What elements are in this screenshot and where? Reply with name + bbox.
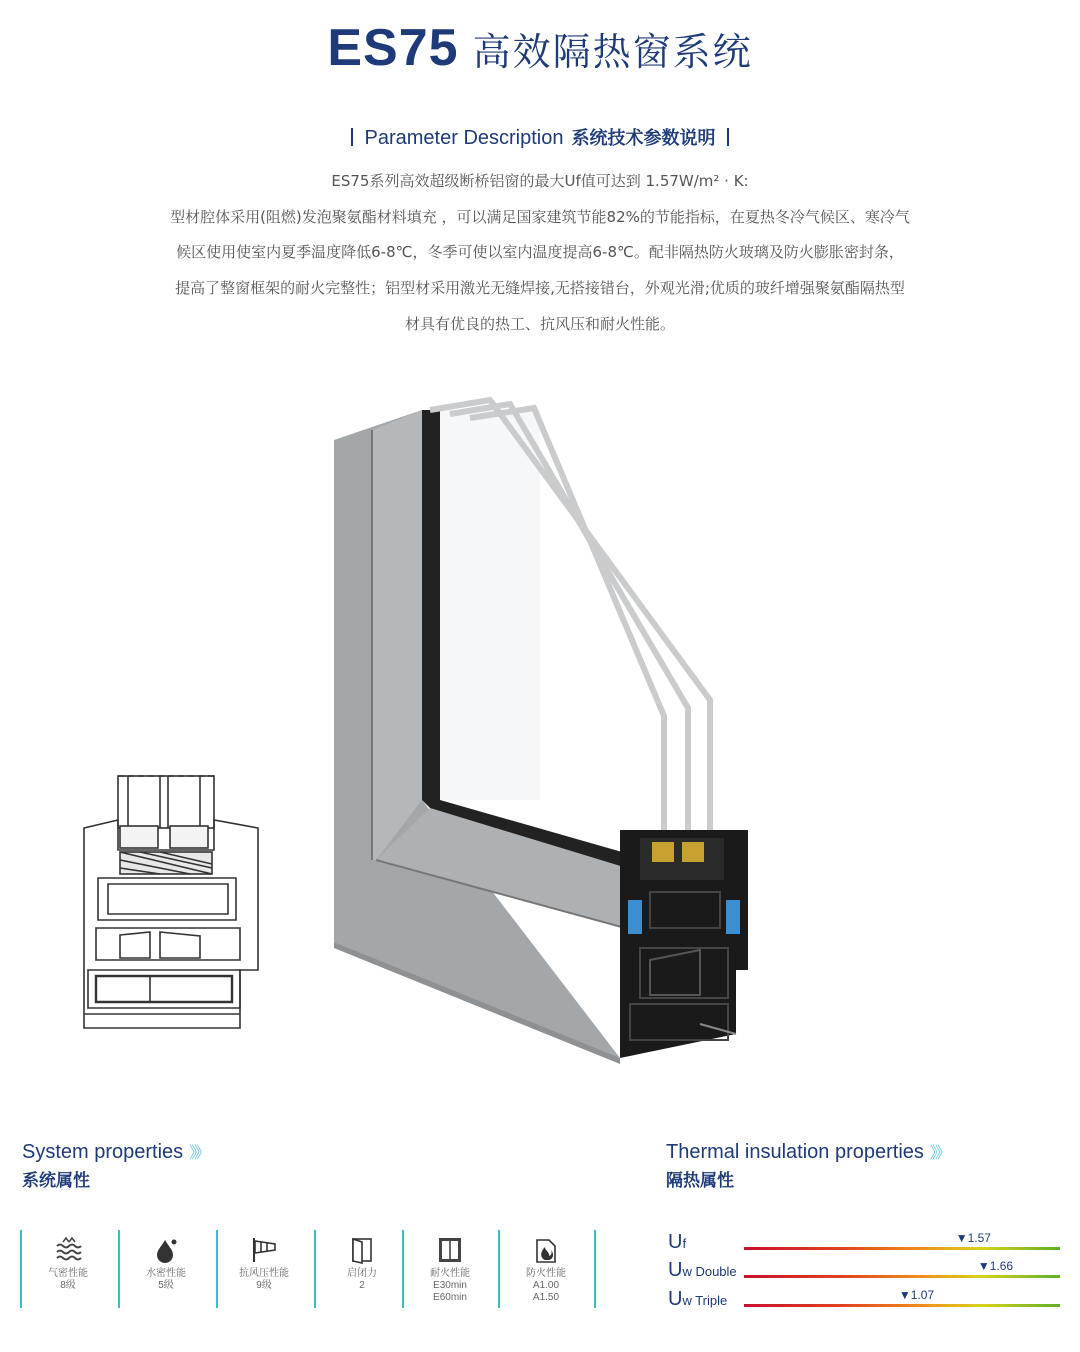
fire-protection-icon [531, 1236, 561, 1264]
aluminum-frame-render [334, 400, 748, 1064]
thermal-label: Uw Triple [668, 1288, 728, 1310]
air-tightness-icon [53, 1236, 83, 1264]
thermal-heading-cn: 隔热属性 [666, 1171, 734, 1191]
property-label: 耐火性能 [430, 1268, 470, 1279]
property-label: 启闭力 [347, 1268, 377, 1279]
system-properties-heading [22, 1140, 207, 1191]
property-value: 5级 [158, 1280, 174, 1291]
property-end-divider [594, 1230, 598, 1308]
description-line: 型材腔体采用(阻燃)发泡聚氨酯材料填充 ，可以满足国家建筑节能82%的节能指标，在夏热冬冷气候区、寒冷气 [170, 208, 910, 226]
description-line: 材具有优良的热工、抗风压和耐火性能。 [404, 315, 675, 333]
property-value: 2 [359, 1280, 365, 1291]
thermal-row-uw-double [664, 1256, 1064, 1282]
parameter-heading-en: Parameter Description [364, 127, 564, 149]
thermal-label: Uw Double [668, 1259, 737, 1281]
property-label: 水密性能 [146, 1268, 186, 1279]
divider [498, 1230, 500, 1308]
property-value: E30min [433, 1280, 467, 1291]
divider [314, 1230, 316, 1308]
thermal-row-uw-triple [664, 1285, 1064, 1311]
chevron-icon: 》》 [929, 1145, 948, 1162]
cross-section-drawing [84, 776, 258, 1028]
chevron-icon: 》》 [189, 1145, 208, 1162]
property-label: 抗风压性能 [239, 1268, 289, 1279]
parameter-heading [0, 124, 1080, 150]
thermal-gradient-bar [744, 1304, 1060, 1307]
property-label: 防火性能 [526, 1268, 566, 1279]
description-line: ES75系列高效超级断桥铝窗的最大Uf值可达到 1.57W/m² · K: [331, 172, 749, 190]
property-air-tightness [20, 1230, 116, 1308]
divider [216, 1230, 218, 1308]
property-value: A1.00 [532, 1280, 560, 1291]
divider-left [351, 128, 353, 146]
property-value: 9级 [256, 1280, 272, 1291]
thermal-gradient-bar [744, 1247, 1060, 1250]
thermal-properties-heading [666, 1140, 948, 1191]
wind-sock-icon [249, 1236, 279, 1264]
divider [594, 1230, 596, 1308]
system-heading-cn: 系统属性 [22, 1171, 90, 1191]
system-heading-en: System properties [22, 1141, 184, 1163]
thermal-value-marker: ▼1.66 [977, 1259, 1014, 1273]
description-line: 候区使用使室内夏季温度降低6-8℃，冬季可使以室内温度提高6-8℃。配非隔热防火玻璃及防火膨胀密封条， [176, 243, 904, 261]
divider-right [727, 128, 729, 146]
title-system-name: 高效隔热窗系统 [472, 29, 753, 74]
divider [402, 1230, 404, 1308]
property-wind-pressure [216, 1230, 312, 1308]
door-open-icon [347, 1236, 377, 1264]
property-water-tightness [118, 1230, 214, 1308]
description-line: 提高了整窗框架的耐火完整性；铝型材采用激光无缝焊接,无搭接错台，外观光滑;优质的玻纤增强聚氨酯隔热型 [175, 279, 905, 297]
divider [20, 1230, 22, 1308]
thermal-properties-chart [664, 1228, 1064, 1318]
property-fire-protection [498, 1230, 594, 1308]
thermal-label: Uf [668, 1231, 687, 1253]
water-drop-icon [151, 1236, 181, 1264]
property-value-secondary: A1.50 [532, 1292, 560, 1303]
thermal-value-marker: ▼1.57 [955, 1231, 991, 1245]
thermal-heading-en: Thermal insulation properties [666, 1141, 924, 1163]
page-title [0, 18, 1080, 78]
fire-door-icon [435, 1236, 465, 1264]
property-value: 8级 [60, 1280, 76, 1291]
thermal-row-uf [664, 1228, 1064, 1254]
property-label: 气密性能 [48, 1268, 88, 1279]
divider [118, 1230, 120, 1308]
thermal-value-marker: ▼1.07 [898, 1288, 935, 1302]
property-value-secondary: E60min [433, 1292, 467, 1303]
parameter-heading-cn: 系统技术参数说明 [571, 128, 716, 149]
property-opening-force [314, 1230, 410, 1308]
title-model: ES75 [327, 19, 459, 77]
thermal-gradient-bar [744, 1275, 1060, 1278]
property-fire-resistance [402, 1230, 498, 1308]
